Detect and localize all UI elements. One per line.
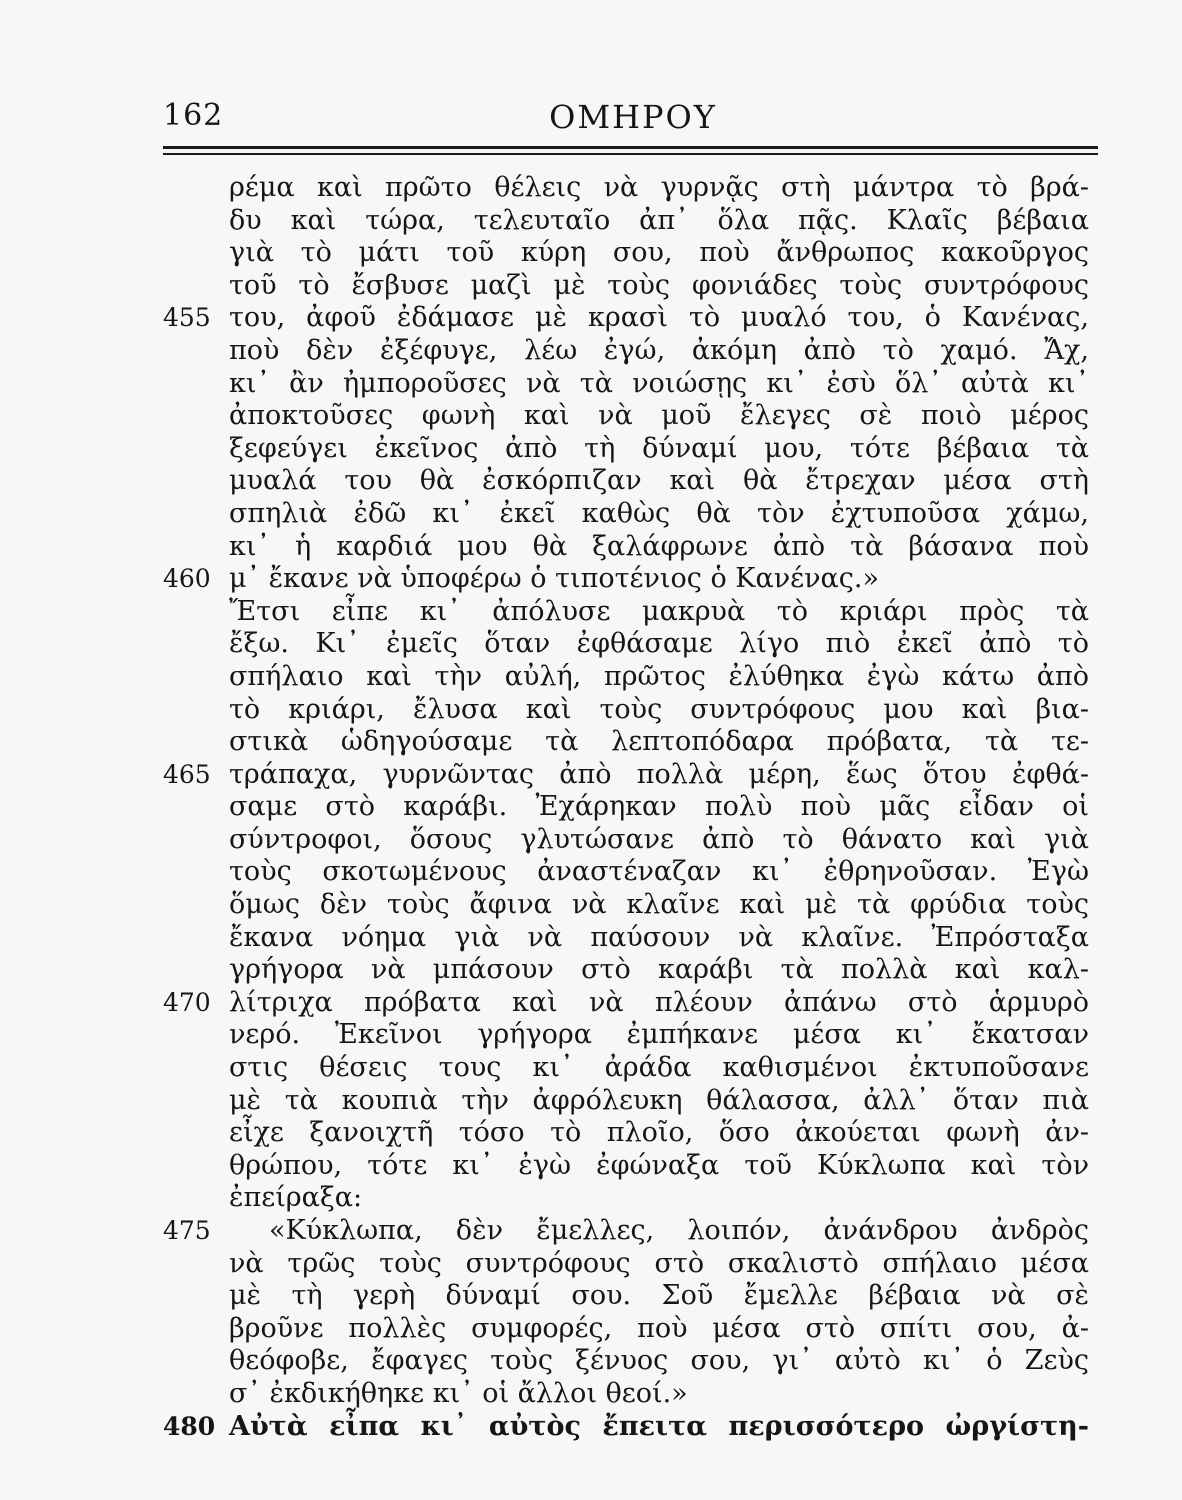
text-line	[163, 1411, 1098, 1444]
text-line	[163, 987, 1098, 1020]
line-number: 465	[163, 759, 211, 789]
header-rule-bottom	[163, 153, 1098, 155]
line-text: ἔκανα νόημα γιὰ νὰ παύσουν νὰ κλαῖνε. Ἐπρόσταξα	[229, 921, 1089, 953]
text-line	[163, 270, 1098, 303]
text-line	[163, 498, 1098, 531]
line-text: Ἔτσι εἶπε κι᾽ ἀπόλυσε μακρυὰ τὸ κριάρι πρὸς τὰ	[229, 595, 1089, 627]
text-line	[163, 1052, 1098, 1085]
line-number: 455	[163, 303, 211, 333]
text-line	[163, 1117, 1098, 1150]
text-line	[163, 1345, 1098, 1378]
line-number: 470	[163, 987, 211, 1017]
text-line	[163, 759, 1098, 792]
text-line	[163, 563, 1098, 596]
line-text: θρώπου, τότε κι᾽ ἐγὼ ἐφώναξα τοῦ Κύκλωπα καὶ τὸν	[229, 1149, 1089, 1181]
line-text: τοὺς σκοτωμένους ἀναστέναζαν κι᾽ ἐθρηνοῦσαν. Ἐγὼ	[229, 856, 1089, 888]
text-line	[163, 726, 1098, 759]
text-line	[163, 335, 1098, 368]
text-line	[163, 302, 1098, 335]
line-text: Αὐτὰ εἶπα κι᾽ αὐτὸς ἔπειτα περισσότερο ὠργίστη-	[229, 1410, 1089, 1442]
line-text: μυαλά του θὰ ἐσκόρπιζαν καὶ θὰ ἔτρεχαν μέσα στὴ	[229, 465, 1089, 497]
line-text: μὲ τὴ γερὴ δύναμί σου. Σοῦ ἔμελλε βέβαια νὰ σὲ	[229, 1280, 1089, 1312]
text-line	[163, 1150, 1098, 1183]
line-number: 475	[163, 1216, 211, 1245]
text-line	[163, 1378, 1098, 1411]
text-line	[163, 856, 1098, 889]
text-line	[163, 433, 1098, 466]
text-line	[163, 237, 1098, 270]
line-text: ὅμως δὲν τοὺς ἄφινα νὰ κλαῖνε καὶ μὲ τὰ φρύδια τοὺς	[229, 889, 1089, 921]
text-line	[163, 400, 1098, 433]
text-line	[163, 694, 1098, 727]
line-text: ποὺ δὲν ἐξέφυγε, λέω ἐγώ, ἀκόμη ἀπὸ τὸ χαμό. Ἄχ,	[229, 334, 1089, 366]
text-line	[163, 661, 1098, 694]
line-text: σύντροφοι, ὅσους γλυτώσανε ἀπὸ τὸ θάνατο καὶ γιὰ	[229, 823, 1089, 855]
text-line	[163, 596, 1098, 629]
line-text: «Κύκλωπα, δὲν ἔμελλες, λοιπόν, ἀνάνδρου ἀνδρὸς	[269, 1215, 1089, 1246]
line-text: ἔξω. Κι᾽ ἐμεῖς ὅταν ἐφθάσαμε λίγο πιὸ ἐκεῖ ἀπὸ τὸ	[229, 628, 1089, 660]
line-text: στικὰ ὡδηγούσαμε τὰ λεπτοπόδαρα πρόβατα, τὰ τε-	[229, 726, 1089, 758]
line-text: σαμε στὸ καράβι. Ἐχάρηκαν πολὺ ποὺ μᾶς εἶδαν οἱ	[229, 791, 1089, 823]
line-text: νὰ τρῶς τοὺς συντρόφους στὸ σκαλιστὸ σπήλαιο μέσα	[229, 1247, 1089, 1279]
text-line	[163, 1019, 1098, 1052]
text-line	[163, 172, 1098, 205]
text-line	[163, 1182, 1098, 1215]
line-text: γρήγορα νὰ μπάσουν στὸ καράβι τὰ πολλὰ καὶ καλ-	[229, 954, 1089, 986]
text-line	[163, 1313, 1098, 1346]
page-number: 162	[163, 98, 224, 133]
text-line	[163, 628, 1098, 661]
text-body	[163, 172, 1098, 1443]
line-text: τοῦ τὸ ἔσβυσε μαζὶ μὲ τοὺς φονιάδες τοὺς συντρόφους	[229, 269, 1089, 301]
line-number: 480	[163, 1411, 216, 1441]
header-rule-top	[163, 146, 1098, 149]
line-text: εἶχε ξανοιχτῆ τόσο τὸ πλοῖο, ὅσο ἀκούεται φωνὴ ἀν-	[229, 1117, 1089, 1149]
text-line	[163, 1215, 1098, 1248]
text-line	[163, 465, 1098, 498]
line-text: ρέμα καὶ πρῶτο θέλεις νὰ γυρνᾷς στὴ μάντρα τὸ βρά-	[229, 172, 1089, 203]
running-title: ΟΜΗΡΟΥ	[549, 98, 717, 136]
line-text: βροῦνε πολλὲς συμφορές, ποὺ μέσα στὸ σπίτι σου, ἀ-	[229, 1312, 1089, 1344]
text-line	[163, 1280, 1098, 1313]
line-text: τὸ κριάρι, ἔλυσα καὶ τοὺς συντρόφους μου καὶ βια-	[229, 693, 1089, 725]
text-line	[163, 205, 1098, 238]
text-line	[163, 531, 1098, 564]
line-text: κι᾽ ἡ καρδιά μου θὰ ξαλάφρωνε ἀπὸ τὰ βάσανα ποὺ	[229, 530, 1089, 562]
text-line	[163, 1085, 1098, 1118]
text-line	[163, 824, 1098, 857]
page-header	[163, 98, 1098, 138]
line-text: κι᾽ ἂν ἠμποροῦσες νὰ τὰ νοιώσῃς κι᾽ ἐσὺ ὅλ᾽ αὐτὰ κι᾽	[229, 367, 1089, 399]
line-text: μ᾽ ἔκανε νὰ ὑποφέρω ὁ τιποτένιος ὁ Κανένας.»	[229, 563, 879, 595]
line-text: γιὰ τὸ μάτι τοῦ κύρη σου, ποὺ ἄνθρωπος κακοῦργος	[229, 237, 1089, 269]
line-text: θεόφοβε, ἔφαγες τοὺς ξένυος σου, γι᾽ αὐτὸ κι᾽ ὁ Ζεὺς	[229, 1345, 1089, 1377]
line-text: δυ καὶ τώρα, τελευταῖο ἀπ᾽ ὅλα πᾷς. Κλαῖς βέβαια	[229, 204, 1089, 236]
text-line	[163, 922, 1098, 955]
text-line	[163, 954, 1098, 987]
line-text: στις θέσεις τους κι᾽ ἀράδα καθισμένοι ἐκτυποῦσανε	[229, 1052, 1089, 1084]
line-text: ἀποκτοῦσες φωνὴ καὶ νὰ μοῦ ἔλεγες σὲ ποιὸ μέρος	[229, 400, 1089, 432]
text-line	[163, 791, 1098, 824]
line-number: 460	[163, 564, 211, 594]
line-text: μὲ τὰ κουπιὰ τὴν ἀφρόλευκη θάλασσα, ἀλλ᾽ ὅταν πιὰ	[229, 1084, 1089, 1116]
line-text: σπηλιὰ ἐδῶ κι᾽ ἐκεῖ καθὼς θὰ τὸν ἐχτυποῦσα χάμω,	[229, 497, 1089, 529]
line-text: τράπαχα, γυρνῶντας ἀπὸ πολλὰ μέρη, ἕως ὅτου ἐφθά-	[229, 758, 1089, 790]
line-text: νερό. Ἐκεῖνοι γρήγορα ἐμπήκανε μέσα κι᾽ ἔκατσαν	[229, 1019, 1089, 1051]
line-text: σ᾽ ἐκδικήθηκε κι᾽ οἱ ἄλλοι θεοί.»	[229, 1377, 688, 1409]
line-text: ξεφεύγει ἐκεῖνος ἀπὸ τὴ δύναμί μου, τότε βέβαια τὰ	[229, 432, 1089, 464]
line-text: σπήλαιο καὶ τὴν αὐλή, πρῶτος ἐλύθηκα ἐγὼ κάτω ἀπὸ	[229, 660, 1089, 692]
text-line	[163, 889, 1098, 922]
text-line	[163, 1248, 1098, 1281]
line-text: ἐπείραξα:	[229, 1182, 363, 1214]
line-text: του, ἀφοῦ ἐδάμασε μὲ κρασὶ τὸ μυαλό του, ὁ Κανένας,	[229, 302, 1089, 334]
text-line	[163, 368, 1098, 401]
line-text: λίτριχα πρόβατα καὶ νὰ πλέουν ἀπάνω στὸ ἁρμυρὸ	[229, 986, 1089, 1018]
